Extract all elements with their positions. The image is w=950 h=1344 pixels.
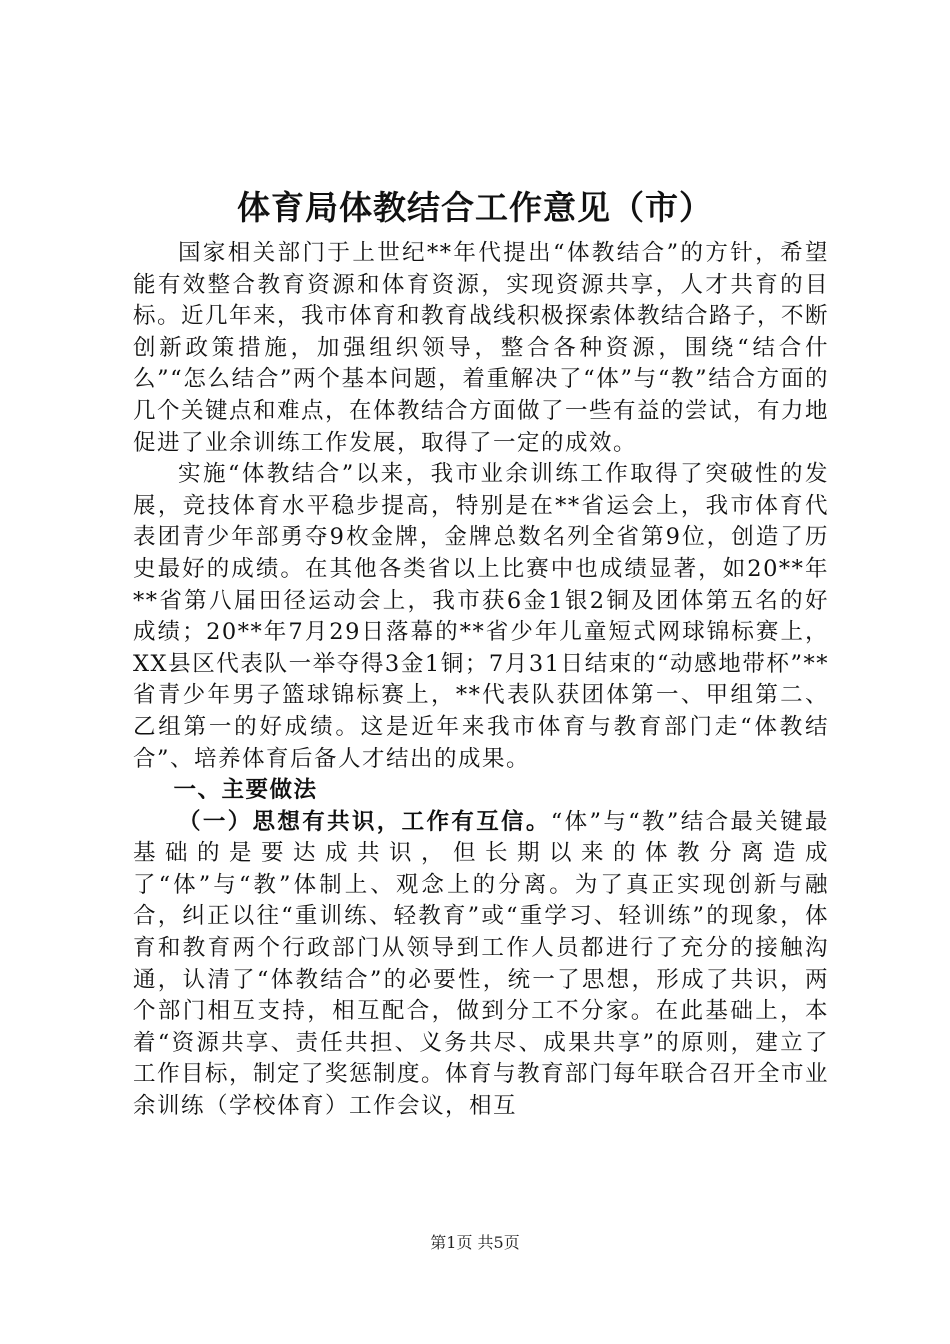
paragraph-achievements: 实施“体教结合”以来，我市业余训练工作取得了突破性的发展，竞技体育水平稳步提高，特别是在**省运会上，我市体育代表团青少年部勇夺9枚金牌，金牌总数名列全省第9位，创造了历史最好的成绩。在其他各类省以上比赛中也成绩显著，如20**年**省第八届田径运动会上，我市获6金1银2铜及团体第五名的好成绩；20**年7月29日落幕的**省少年儿童短式网球锦标赛上，XX县区代表队一举夺得3金1铜；7月31日结束的“动感地带杯”**省青少年男子篮球锦标赛上，**代表队获团体第一、甲组第二、乙组第一的好成绩。这是近年来我市体育与教育部门走“体教结合”、培养体育后备人才结出的成果。 [133,461,829,772]
document-title: 体育局体教结合工作意见（市） [237,188,713,227]
paragraph-intro: 国家相关部门于上世纪**年代提出“体教结合”的方针，希望能有效整合教育资源和体育资源，实现资源共享，人才共育的目标。近几年来，我市体育和教育战线积极探索体教结合路子，不断创新政策措施，加强组织领导，整合各种资源，围绕“结合什么”“怎么结合”两个基本问题，着重解决了“体”与“教”结合方面的几个关键点和难点，在体教结合方面做了一些有益的尝试，有力地促进了业余训练工作发展，取得了一定的成效。 [133,240,830,456]
paragraph-subsection [133,807,829,1123]
document-body [133,238,829,1123]
section-heading: 一、主要做法 [173,777,318,804]
subsection-lead: （一）思想有共识，工作有互信。 [178,808,551,835]
page-footer: 第1页 共5页 [430,1233,520,1252]
subsection-text: “体”与“教”结合最关键最基础的是要达成共识，但长期以来的体教分离造成了“体”与“教”体制上、观念上的分离。为了真正实现创新与融合，纠正以往“重训练、轻教育”或“重学习、轻训练”的现象，体育和教育两个行政部门从领导到工作人员都进行了充分的接触沟通，认清了“体教结合”的必要性，统一了思想，形成了共识，两个部门相互支持，相互配合，做到分工不分家。在此基础上，本着“资源共享、责任共担、义务共尽、成果共享”的原则，建立了工作目标，制定了奖惩制度。体育与教育部门每年联合召开全市业余训练（学校体育）工作会议，相互 [133,808,830,1120]
